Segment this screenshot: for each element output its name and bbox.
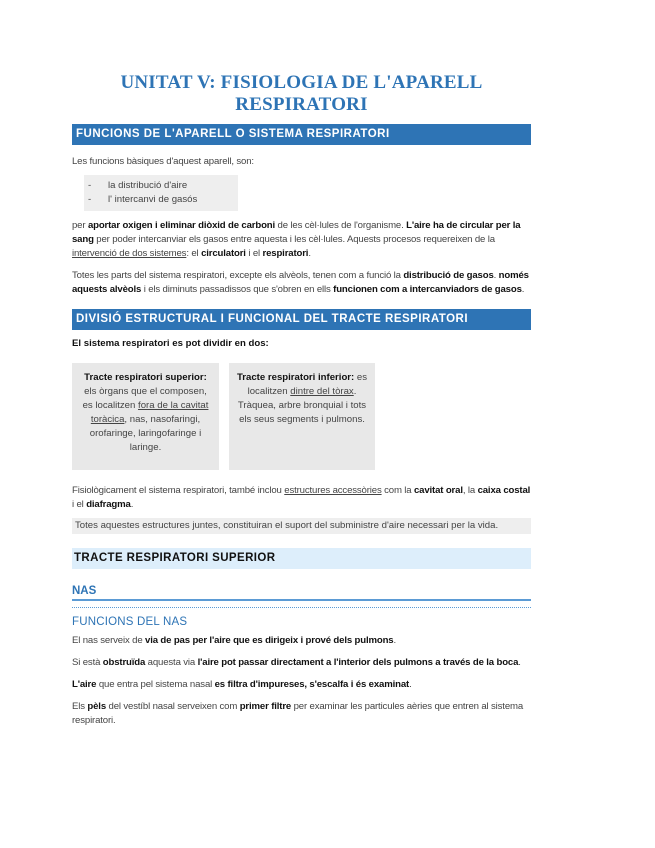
page-title-line-1: UNITAT V: FISIOLOGIA DE L'APARELL <box>120 72 483 93</box>
subheading-funcions-nas: FUNCIONS DEL NAS <box>72 616 188 628</box>
page-title <box>72 72 531 116</box>
paragraph-nas-3: L'aire que entra pel sistema nasal es filtra d'impureses, s'escalfa i és examinat. <box>72 679 412 690</box>
paragraph-nas-2: Si està obstruïda aquesta via l'aire pot passar directament a l'interior dels pulmons a través de la boca. <box>72 657 521 668</box>
paragraph-accessory: Fisiològicament el sistema respiratori, també inclou estructures accessòries com la cavitat oral, la caixa costal i el diafragma. <box>72 485 531 510</box>
note-box: Totes aquestes estructures juntes, constituiran el suport del subministre d'aire necessari per la vida. <box>72 518 531 534</box>
box-lower-tract: Tracte respiratori inferior: es localitzen dintre del tòrax. Tràquea, arbre bronquial i tots els seus segments i pulmons. <box>229 363 375 470</box>
section-heading-upper-tract: TRACTE RESPIRATORI SUPERIOR <box>72 548 531 569</box>
paragraph-nas-4: Els pèls del vestíbl nasal serveixen com primer filtre per examinar les particules aèries que entren al sistema respiratori. <box>72 701 524 726</box>
section-heading-funcions: FUNCIONS DE L'APARELL O SISTEMA RESPIRATORI <box>72 124 531 145</box>
functions-intro: Les funcions bàsiques d'aquest aparell, son: <box>72 156 254 167</box>
list-item: - l' intercanvi de gasós <box>88 194 198 205</box>
page-title-line-2: RESPIRATORI <box>235 94 368 115</box>
list-item: - la distribució d'aire <box>88 180 188 191</box>
subheading-nas: NAS <box>72 585 531 601</box>
box-upper-tract: Tracte respiratori superior: els òrgans que el composen, es localitzen fora de la cavitat toràcica, nas, nasofaringi, orofaringe, laringofaringe i laringe. <box>72 363 219 470</box>
paragraph-oxygen: per aportar oxigen i eliminar diòxid de carboni de les cèl·lules de l'organisme. L'aire ha de circular per la sang per poder intercanviar els gasos entre aquesta i les cèl·lules. Aquests procesos requereixen de la intervenció de dos sistemes: el circulatori i el respiratori. <box>72 220 521 259</box>
division-boxes <box>72 363 531 470</box>
division-intro: El sistema respiratori es pot dividir en dos: <box>72 338 269 349</box>
paragraph-distribution: Totes les parts del sistema respiratori, excepte els alvèols, tenen com a funció la distribució de gasos. només aquests alvèols i els diminuts passadissos que s'obren en ells funcionen com a intercanviadors de gasos. <box>72 270 529 295</box>
paragraph-nas-1: El nas serveix de via de pas per l'aire que es dirigeix i prové dels pulmons. <box>72 635 396 646</box>
document-page <box>72 72 531 728</box>
dotted-divider <box>72 607 531 608</box>
functions-list <box>84 175 238 211</box>
section-heading-divisio: DIVISIÓ ESTRUCTURAL I FUNCIONAL DEL TRACTE RESPIRATORI <box>72 309 531 330</box>
